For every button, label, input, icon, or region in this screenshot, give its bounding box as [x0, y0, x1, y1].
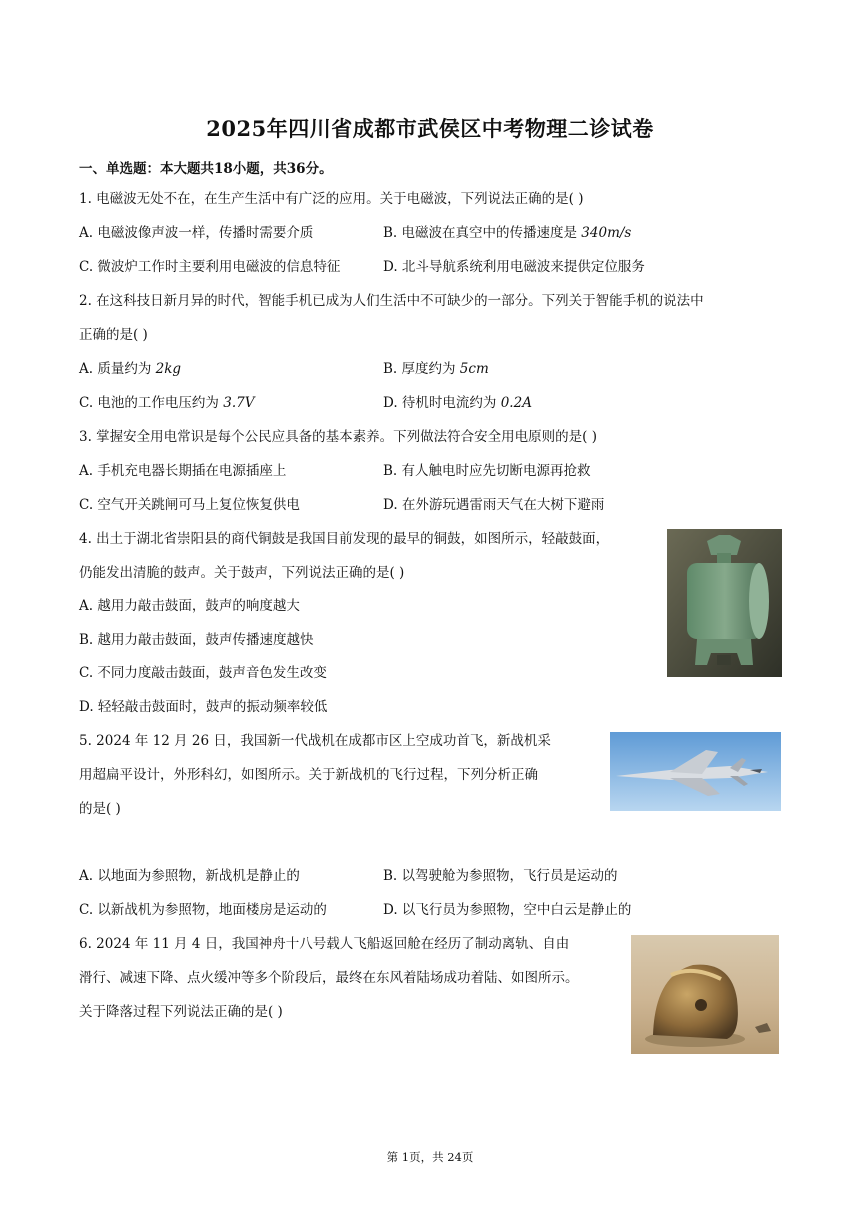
return-capsule-picture	[631, 935, 779, 1054]
return-capsule-image	[631, 935, 779, 1054]
q2-option-d: D. 待机时电流约为 0.2A	[383, 395, 532, 411]
q6-stem-line1: 6. 2024 年 11 月 4 日，我国神舟十八号载人飞船返回舱在经历了制动离轨、自由	[79, 936, 570, 952]
q5-option-b: B. 以驾驶舱为参照物，飞行员是运动的	[383, 868, 618, 884]
q2-stem-line1: 2. 在这科技日新月异的时代，智能手机已成为人们生活中不可缺少的一部分。下列关于智能手机的说法中	[79, 293, 704, 309]
q5-option-a: A. 以地面为参照物，新战机是静止的	[79, 868, 300, 884]
q3-option-b: B. 有人触电时应先切断电源再抢救	[383, 463, 591, 479]
q3-option-c: C. 空气开关跳闸可马上复位恢复供电	[79, 497, 300, 513]
q2-option-b: B. 厚度约为 5cm	[383, 361, 489, 377]
q3-stem: 3. 掌握安全用电常识是每个公民应具备的基本素养。下列做法符合安全用电原则的是( )	[79, 429, 597, 445]
q5-option-c: C. 以新战机为参照物，地面楼房是运动的	[79, 902, 327, 918]
q5-stem-line3: 的是( )	[79, 801, 121, 817]
q4-option-c: C. 不同力度敲击鼓面，鼓声音色发生改变	[79, 665, 327, 681]
bronze-drum-picture	[667, 529, 782, 677]
q5-stem-line1: 5. 2024 年 12 月 26 日，我国新一代战机在成都市区上空成功首飞，新战机采	[79, 733, 551, 749]
q1-option-c: C. 微波炉工作时主要利用电磁波的信息特征	[79, 259, 341, 275]
section-heading: 一、单选题：本大题共18小题，共36分。	[79, 161, 333, 177]
fighter-jet-picture	[610, 732, 781, 811]
page-title: 2025年四川省成都市武侯区中考物理二诊试卷	[206, 116, 654, 141]
q1-option-a: A. 电磁波像声波一样，传播时需要介质	[79, 225, 314, 241]
q3-option-d: D. 在外游玩遇雷雨天气在大树下避雨	[383, 497, 605, 513]
q6-stem-line3: 关于降落过程下列说法正确的是( )	[79, 1004, 283, 1020]
q2-option-a: A. 质量约为 2kg	[79, 361, 182, 377]
q4-stem-line1: 4. 出土于湖北省崇阳县的商代铜鼓是我国目前发现的最早的铜鼓，如图所示，轻敲鼓面，	[79, 531, 610, 547]
q1-option-b: B. 电磁波在真空中的传播速度是 340m/s	[383, 225, 632, 241]
q2-stem-line2: 正确的是( )	[79, 327, 148, 343]
q5-option-d: D. 以飞行员为参照物，空中白云是静止的	[383, 902, 632, 918]
q4-stem-line2: 仍能发出清脆的鼓声。关于鼓声，下列说法正确的是( )	[79, 565, 405, 581]
q6-stem-line2: 滑行、减速下降、点火缓冲等多个阶段后，最终在东风着陆场成功着陆、如图所示。	[79, 970, 579, 986]
bronze-drum-image	[667, 529, 782, 677]
page-footer: 第 1页，共 24页	[386, 1150, 474, 1164]
q4-option-a: A. 越用力敲击鼓面，鼓声的响度越大	[79, 598, 300, 614]
q1-stem: 1. 电磁波无处不在，在生产生活中有广泛的应用。关于电磁波，下列说法正确的是( )	[79, 191, 584, 207]
fighter-jet-image	[610, 732, 781, 811]
q1-option-d: D. 北斗导航系统利用电磁波来提供定位服务	[383, 259, 645, 275]
q2-option-c: C. 电池的工作电压约为 3.7V	[79, 395, 255, 411]
q4-option-d: D. 轻轻敲击鼓面时，鼓声的振动频率较低	[79, 699, 328, 715]
q4-option-b: B. 越用力敲击鼓面，鼓声传播速度越快	[79, 632, 314, 648]
q5-stem-line2: 用超扁平设计，外形科幻，如图所示。关于新战机的飞行过程，下列分析正确	[79, 767, 538, 783]
q3-option-a: A. 手机充电器长期插在电源插座上	[79, 463, 287, 479]
